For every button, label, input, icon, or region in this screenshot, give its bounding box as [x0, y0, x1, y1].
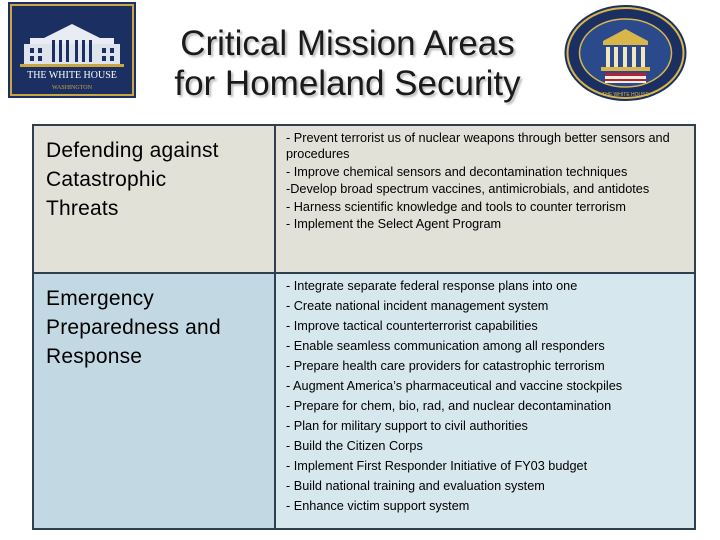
left-logo-subtext: WASHINGTON	[52, 85, 92, 91]
list-item: -Develop broad spectrum vaccines, antimicrobials, and antidotes	[286, 182, 650, 197]
heading-line: Emergency	[46, 287, 155, 310]
list-item: - Enable seamless communication among all responders	[286, 339, 605, 353]
list-item: - Implement the Select Agent Program	[286, 217, 502, 232]
heading-line: Preparedness and	[46, 316, 221, 339]
heading-line: Threats	[46, 197, 119, 220]
list-item: - Build the Citizen Corps	[286, 439, 423, 453]
mission-area-items	[275, 125, 695, 273]
table-row	[33, 273, 695, 529]
mission-area-heading	[33, 125, 275, 273]
list-item: - Plan for military support to civil authorities	[286, 419, 528, 433]
mission-area-items	[275, 273, 695, 529]
homeland-security-seal	[563, 3, 688, 103]
list-item: - Enhance victim support system	[286, 499, 470, 513]
heading-line: Response	[46, 345, 143, 368]
list-item: - Integrate separate federal response plans into one	[286, 279, 578, 293]
heading-line: Defending against	[46, 139, 219, 162]
list-item: - Improve tactical counterterrorist capabilities	[286, 319, 538, 333]
list-item: - Prevent terrorist us of nuclear weapons through better sensors and procedures	[286, 131, 670, 161]
title-line-2: for Homeland Security	[174, 64, 521, 103]
white-house-logo	[8, 2, 136, 98]
page-title	[140, 24, 555, 104]
list-item: - Improve chemical sensors and decontamination techniques	[286, 164, 628, 179]
left-logo-text: THE WHITE HOUSE	[27, 70, 117, 81]
mission-areas-table	[32, 124, 696, 530]
mission-area-heading	[33, 273, 275, 529]
list-item: - Augment America’s pharmaceutical and vaccine stockpiles	[286, 379, 623, 393]
list-item: - Build national training and evaluation system	[286, 479, 545, 493]
list-item: - Implement First Responder Initiative of FY03 budget	[286, 459, 588, 473]
title-line-1: Critical Mission Areas	[180, 24, 515, 63]
list-item: - Harness scientific knowledge and tools to counter terrorism	[286, 199, 626, 214]
list-item: - Create national incident management system	[286, 299, 549, 313]
right-logo-text: THE WHITE HOUSE	[602, 92, 649, 98]
table-row	[33, 125, 695, 273]
list-item: - Prepare for chem, bio, rad, and nuclear decontamination	[286, 399, 612, 413]
list-item: - Prepare health care providers for catastrophic terrorism	[286, 359, 605, 373]
heading-line: Catastrophic	[46, 168, 167, 191]
